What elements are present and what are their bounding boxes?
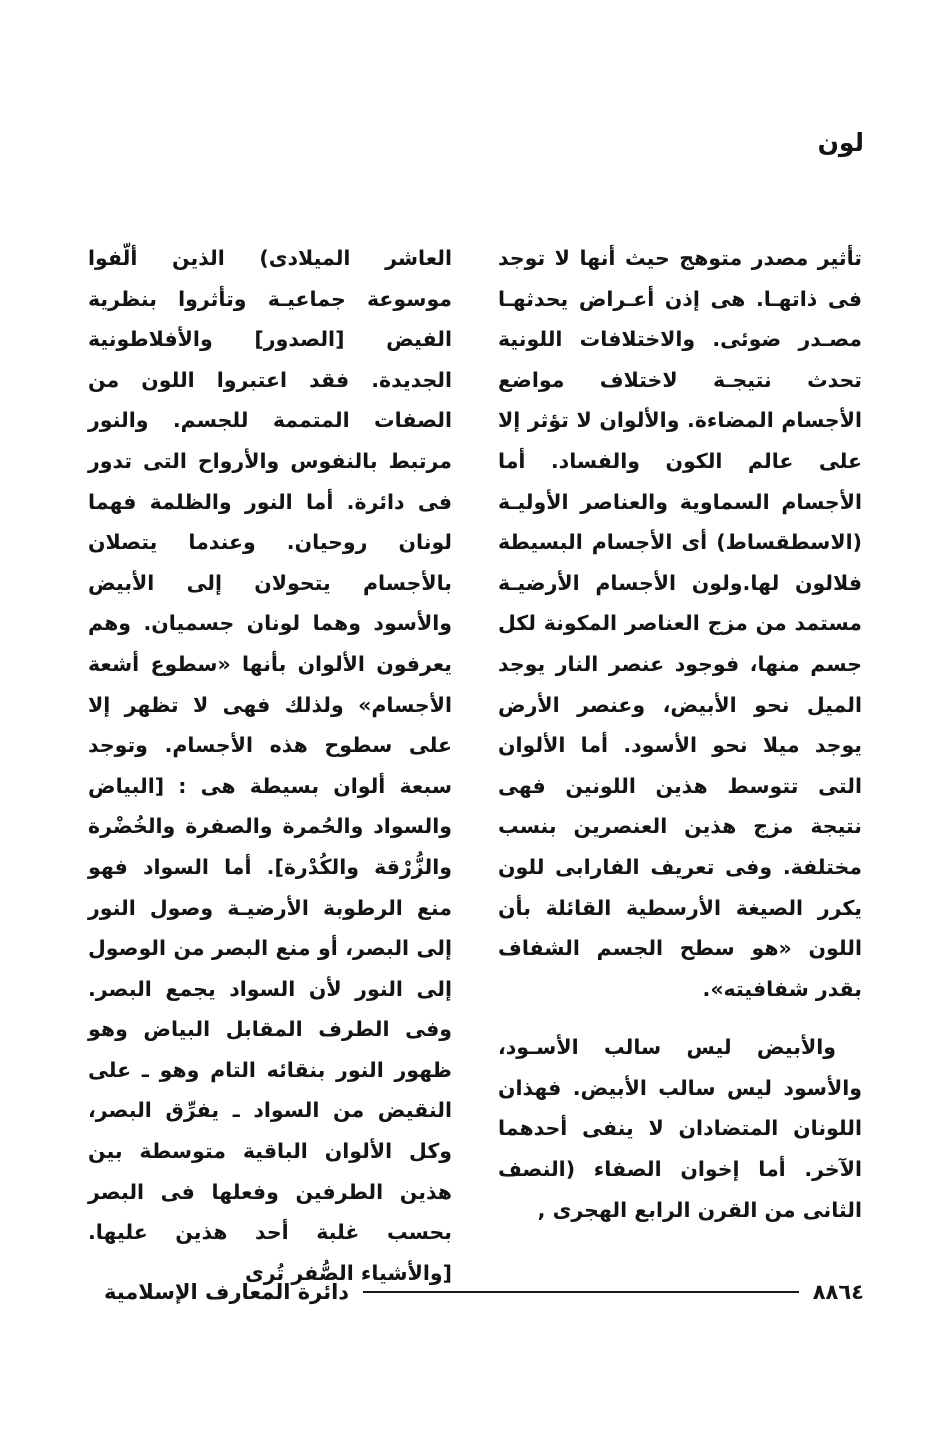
right-paragraph-1: تأثير مصدر متوهج حيث أنها لا توجد فى ذاتهـا. هى إذن أعـراض يحدثهـا مصـدر ضوئى. والاختلافات اللونية تحدث نتيجـة لاختلاف مواضع الأجسام المضاءة. والألوان لا تؤثر إلا على عالم الكون والفساد. أما الأجسام السماوية والعناصر الأوليـة (الاسطقساط) أى الأجسام البسيطة فلالون لها.ولون الأجسام الأرضيـة مستمد من مزج العناصر المكونة لكل جسم منها، فوجود عنصر النار يوجد الميل نحو الأبيض، وعنصر الأرض يوجد ميلا نحو الأسود. أما الألوان التى تتوسط هذين اللونين فهى نتيجة مزج هذين العنصرين بنسب مختلفة. وفى تعريف الفارابى للون يكرر الصيغة الأرسطية القائلة بأن اللون «هو سطح الجسم الشفاف بقدر شفافيته».	[498, 246, 862, 1001]
left-paragraph-1: العاشر الميلادى) الذين ألّفوا موسوعة جماعيـة وتأثروا بنظرية الفيض [الصدور] والأفلاطونية الجديدة. فقد اعتبروا اللون من الصفات المتممة للجسم. والنور مرتبط بالنفوس والأرواح التى تدور فى دائرة. أما النور والظلمة فهما لونان روحيان. وعندما يتصلان بالأجسام يتحولان إلى الأبيض والأسود وهما لونان جسميان. وهم يعرفون الألوان بأنها «سطوع أشعة الأجسام» ولذلك فهى لا تظهر إلا على سطوح هذه الأجسام. وتوجد سبعة ألوان بسيطة هى : [البياض والسواد والحُمرة والصفرة والخُضْرة والزُّرْقة والكُدْرة]. أما السواد فهو منع الرطوبة الأرضيـة وصول النور إلى البصر، أو منع البصر من الوصول إلى النور لأن السواد يجمع البصر. وفى الطرف المقابل البياض وهو ظهور النور بنقائه التام وهو ـ على النقيض من السواد ـ يفرِّق البصر، وكل الألوان الباقية متوسطة بين هذين الطرفين وفعلها فى البصر بحسب غلبة أحد هذين عليها. [والأشياء الصُّفر تُرى	[88, 246, 452, 1285]
journal-title: دائرة المعارف الإسلامية	[104, 1280, 350, 1304]
article-title: لون	[817, 128, 864, 157]
right-paragraph-2: والأبيض ليس سالب الأسـود، والأسود ليس سالب الأبيض. فهذان اللونان المتضادان لا ينفى أحدهما الآخر. أما إخوان الصفاء (النصف الثانى من القرن الرابع الهجرى ,	[498, 1035, 862, 1222]
footer-rule	[363, 1291, 799, 1293]
left-text-column	[88, 238, 452, 1293]
page-footer	[104, 1272, 864, 1312]
page-number: ٨٨٦٤	[812, 1280, 864, 1304]
right-text-column	[498, 238, 862, 1230]
